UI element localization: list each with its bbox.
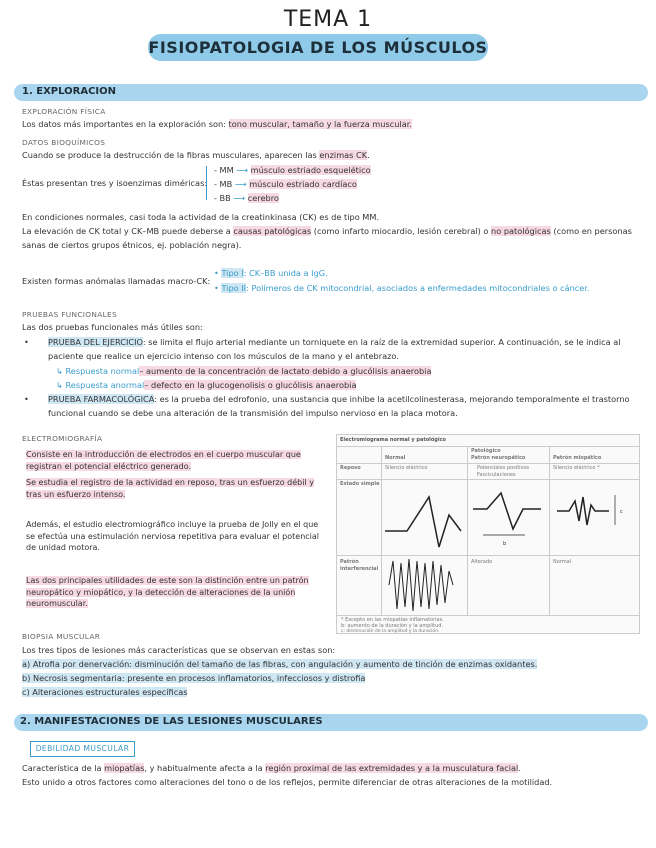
- elev-text: (como infarto miocardio, lesión cerebral) o: [311, 226, 492, 236]
- resp-normal-text: – aumento de la concentración de lactato debido a glucólisis anaerobia: [139, 366, 432, 376]
- macro-desc: : Polímeros de CK mitocondrial, asociados a enfermedades mitocondriales o cáncer.: [246, 283, 590, 293]
- emg-paragraph-3: [26, 519, 326, 554]
- ejercicio-line-1: [48, 337, 621, 349]
- bioq-heading: DATOS BIOQUÍMICOS: [22, 138, 106, 147]
- interf-mio: Normal: [553, 559, 572, 565]
- biop-item-text: c) Alteraciones estructurales específicas: [22, 687, 188, 697]
- iso-row: [214, 179, 357, 191]
- b-label: b: [503, 541, 507, 547]
- col-pat: Patológico: [471, 448, 501, 454]
- c-label: c: [620, 509, 623, 515]
- macro-lead: Existen formas anómalas llamadas macro-CK:: [22, 276, 211, 286]
- bullet: •: [24, 337, 29, 347]
- emg-line: de unidad motora.: [26, 543, 100, 553]
- macro-item: • Tipo II: Polímeros de CK mitocondrial, asociados a enfermedades mitocondriales o cáncer.: [214, 283, 590, 293]
- emg-paragraph-1: [26, 449, 326, 472]
- func-paragraph: Las dos pruebas funcionales más útiles son:: [22, 322, 203, 332]
- waveforms: [337, 435, 639, 633]
- emg-line: neuromuscular.: [26, 599, 88, 609]
- iso-desc: músculo estriado esquelético: [250, 165, 371, 175]
- debil-line-1: [22, 763, 521, 775]
- interf-neuro: Alterado: [471, 559, 493, 565]
- biop-item-text: a) Atrofia por denervación: disminución del tamaño de las fibras, con angulación y aumento de tinción de enzimas oxidantes.: [22, 659, 538, 669]
- col-mio: Patrón miopático: [553, 455, 602, 461]
- fisica-paragraph: [22, 119, 412, 131]
- normal-wave: [385, 497, 461, 547]
- iso-lead: Éstas presentan tres y isoenzimas diméricas:: [22, 178, 208, 188]
- arrow-right-icon: ⟶: [234, 179, 250, 189]
- biop-item: [22, 687, 187, 699]
- resp-normal: [56, 366, 431, 378]
- ejercicio-text: : se limita el flujo arterial mediante un torniquete en la raíz de la extremidad superior. A continuación, se le indica al: [142, 337, 621, 347]
- arrow-corner-icon: ↳: [56, 380, 66, 390]
- farm-text: : es la prueba del edrofonio, una sustancia que inhibe la acetilcolinesterasa, mejorando temporalmente el trastorno: [154, 394, 630, 404]
- main-title: FISIOPATOLOGIA DE LOS MÚSCULOS: [148, 38, 488, 57]
- emg-line: Consiste en la introducción de electrodos en el cuerpo muscular que: [26, 450, 301, 459]
- ejercicio-tag: PRUEBA DEL EJERCICIO: [48, 337, 143, 347]
- macro-item: • Tipo I: CK–BB unida a IgG.: [214, 268, 328, 278]
- biop-heading: BIOPSIA MUSCULAR: [22, 632, 101, 641]
- arrow-right-icon: ⟶: [236, 165, 251, 175]
- elev-highlight: causas patológicas: [233, 226, 312, 236]
- reposo-neuro: Potenciales positivos Fasciculaciones: [477, 465, 530, 478]
- resp-normal-label: Respuesta normal: [65, 366, 140, 376]
- bioq-period: .: [367, 150, 370, 160]
- iso-row: [214, 193, 279, 205]
- elev-line-1: [22, 226, 632, 238]
- biop-item: [22, 659, 537, 671]
- ck-highlight: enzimas CK: [319, 150, 368, 160]
- emg-line: Se estudia el registro de la actividad en reposo, tras un esfuerzo débil y: [26, 478, 314, 487]
- row-simple: Estado simple: [340, 481, 380, 487]
- emg-line: se efectúa una estimulación nerviosa repetitiva para evaluar el potencial: [26, 531, 320, 541]
- iso-code: - MB: [214, 179, 233, 189]
- section-2-title: 2. MANIFESTACIONES DE LAS LESIONES MUSCULARES: [20, 716, 323, 727]
- bullet: •: [24, 394, 29, 404]
- emg-line: Las dos principales utilidades de este son la distinción entre un patrón: [26, 576, 309, 585]
- mio-wave: [557, 497, 609, 525]
- elev-line-2: sanas de ciertos grupos étnicos, ej. población negra).: [22, 240, 242, 250]
- ejercicio-line-2: paciente que realice un ejercicio intenso con los músculos de la mano y el antebrazo.: [48, 351, 399, 361]
- resp-anormal: [56, 380, 356, 392]
- debil-text: , y habitualmente afecta a la: [144, 763, 266, 773]
- elev-text: (como en personas: [550, 226, 632, 236]
- figure-title: Electromiograma normal y patológico: [340, 437, 446, 443]
- iso-code: - MM: [214, 165, 234, 175]
- col-normal: Normal: [385, 455, 406, 461]
- farm-tag: PRUEBA FARMACOLÓGICA: [48, 394, 155, 404]
- fisica-heading: EXPLORACIÓN FÍSICA: [22, 107, 106, 116]
- macro-tipo: Tipo I: [221, 268, 244, 278]
- reposo-mio: Silencio eléctrico *: [553, 465, 600, 471]
- fisica-text: Los datos más importantes en la exploración son:: [22, 119, 229, 129]
- cond-text: En condiciones normales, casi toda la actividad de la creatinkinasa (CK) es de tipo MM.: [22, 212, 380, 222]
- farm-line-1: [48, 394, 630, 406]
- elev-highlight: no patológicas: [491, 226, 551, 236]
- emg-heading: ELECTROMIOGRAFÍA: [22, 434, 103, 443]
- debil-text: .: [518, 763, 521, 773]
- macro-desc: : CK–BB unida a IgG.: [243, 268, 328, 278]
- fisica-highlight: tono muscular, tamaño y la fuerza muscular.: [228, 119, 412, 129]
- row-reposo: Reposo: [340, 465, 361, 471]
- iso-code: - BB: [214, 193, 231, 203]
- neuro-wave: [473, 493, 541, 529]
- emg-line: tras un esfuerzo intenso.: [26, 489, 126, 499]
- arrow-right-icon: ⟶: [233, 193, 248, 203]
- arrow-corner-icon: ↳: [56, 366, 66, 376]
- debil-line-2: Esto unido a otros factores como alteraciones del tono o de los reflejos, permite diferenciar de otras alteraciones de la motilidad.: [22, 777, 553, 787]
- farm-line-2: funcional cuando se debe una alteración de la transmisión del impulso nervioso en la placa motora.: [48, 408, 458, 418]
- section-1-title: 1. EXPLORACION: [22, 86, 116, 97]
- col-neuro: Patrón neuropático: [471, 455, 526, 461]
- bioq-text: Cuando se produce la destrucción de la fibras musculares, aparecen las: [22, 150, 320, 160]
- reposo-normal: Silencio eléctrico: [385, 465, 428, 471]
- debil-highlight: región proximal de las extremidades y a la musculatura facial: [265, 763, 519, 773]
- fig-note: c: disminución de la amplitud y la duración.: [341, 629, 440, 634]
- iso-desc: músculo estriado cardíaco: [249, 179, 357, 189]
- emg-paragraph-4: [26, 575, 326, 610]
- biop-paragraph: Los tres tipos de lesiones más características que se observan en estas son:: [22, 645, 336, 655]
- macro-tipo: Tipo II: [221, 283, 247, 293]
- iso-bracket: [206, 166, 213, 200]
- debil-highlight: miopatías: [104, 763, 145, 773]
- elev-text: La elevación de CK total y CK–MB puede deberse a: [22, 226, 234, 236]
- row-interf: Patrón interferencial: [340, 559, 379, 572]
- debilidad-box: DEBILIDAD MUSCULAR: [30, 741, 135, 757]
- debil-text: Característica de la: [22, 763, 105, 773]
- emg-line: registran el potencial eléctrico generado.: [26, 461, 192, 471]
- interf-wave: [389, 559, 453, 611]
- fig-note: b: aumento de la duración y la amplitud.: [341, 623, 444, 629]
- resp-anormal-label: Respuesta anormal: [65, 380, 145, 390]
- emg-paragraph-2: [26, 477, 326, 500]
- bioq-paragraph: [22, 150, 370, 162]
- resp-anormal-text: – defecto en la glucogenolisis o glucólisis anaerobia: [144, 380, 357, 390]
- emg-figure: [336, 434, 640, 634]
- func-heading: PRUEBAS FUNCIONALES: [22, 310, 117, 319]
- iso-desc: cerebro: [247, 193, 279, 203]
- emg-line: Además, el estudio electromiográfico incluye la prueba de Jolly en el que: [26, 520, 319, 529]
- biop-item: [22, 673, 365, 685]
- biop-item-text: b) Necrosis segmentaria: presente en procesos inflamatorios, infecciosos y distrofia: [22, 673, 366, 683]
- tema-title: TEMA 1: [283, 7, 373, 32]
- fig-note: * Excepto en las miopatías inflamatorias.: [341, 617, 444, 623]
- emg-line: neuropático y miopático, y la detección de alteraciones de la unión: [26, 587, 296, 597]
- iso-row: [214, 165, 371, 177]
